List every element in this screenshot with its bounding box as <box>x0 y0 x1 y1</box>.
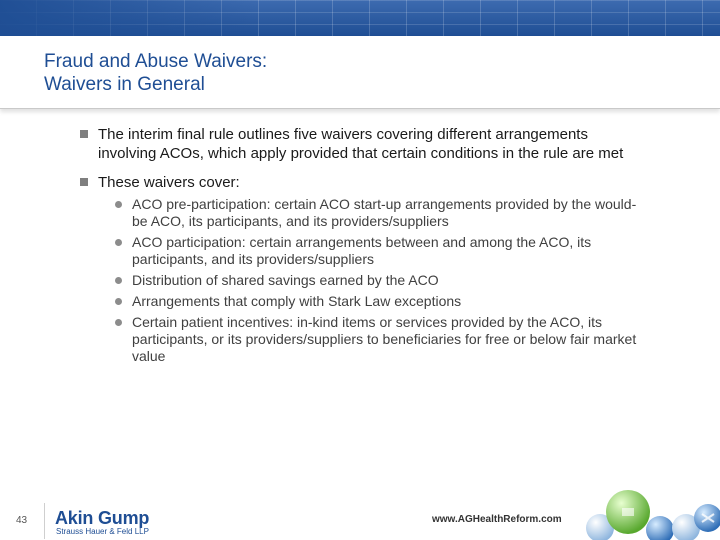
sub-bullet-item <box>98 314 650 365</box>
round-bullet-icon <box>115 239 122 246</box>
square-bullet-icon <box>80 178 88 186</box>
title-line-2: Waivers in General <box>44 74 205 95</box>
health-orbs-icon <box>578 488 720 540</box>
slide-body <box>80 125 650 375</box>
sub-bullet-text: Distribution of shared savings earned by the ACO <box>132 272 439 288</box>
round-bullet-icon <box>115 319 122 326</box>
sub-bullet-text: ACO participation: certain arrangements between and among the ACO, its participants, and its providers/suppliers <box>132 234 592 267</box>
slide-title <box>44 50 267 96</box>
sub-bullet-text: Certain patient incentives: in-kind items or services provided by the ACO, its participants, or its providers/suppliers to beneficiaries for free or below fair market value <box>132 314 637 364</box>
sub-bullet-list <box>98 196 650 365</box>
bullet-text: These waivers cover: <box>98 174 240 191</box>
footer-url: www.AGHealthReform.com <box>432 514 562 525</box>
footer-divider <box>44 503 45 539</box>
sub-bullet-text: Arrangements that comply with Stark Law exceptions <box>132 293 462 309</box>
page-number: 43 <box>16 515 28 526</box>
bullet-item <box>80 173 650 365</box>
round-bullet-icon <box>115 277 122 284</box>
header-banner <box>0 0 720 36</box>
banner-fade <box>0 0 260 36</box>
sub-bullet-item <box>98 272 650 289</box>
sub-bullet-item <box>98 196 650 230</box>
round-bullet-icon <box>115 298 122 305</box>
sub-bullet-item <box>98 234 650 268</box>
round-bullet-icon <box>115 201 122 208</box>
bullet-text: The interim final rule outlines five waivers covering different arrangements involving ACOs, which apply provided that certain conditions in the rule are met <box>98 126 624 162</box>
sub-bullet-text: ACO pre-participation: certain ACO start-up arrangements provided by the would-be ACO, its participants, and its providers/suppliers <box>132 196 637 229</box>
sub-bullet-item <box>98 293 650 310</box>
square-bullet-icon <box>80 130 88 138</box>
company-logo: Akin Gump <box>55 508 150 528</box>
company-logo-subtitle: Strauss Hauer & Feld LLP <box>56 527 149 536</box>
title-line-1: Fraud and Abuse Waivers: <box>44 51 268 72</box>
bullet-item <box>80 125 650 163</box>
